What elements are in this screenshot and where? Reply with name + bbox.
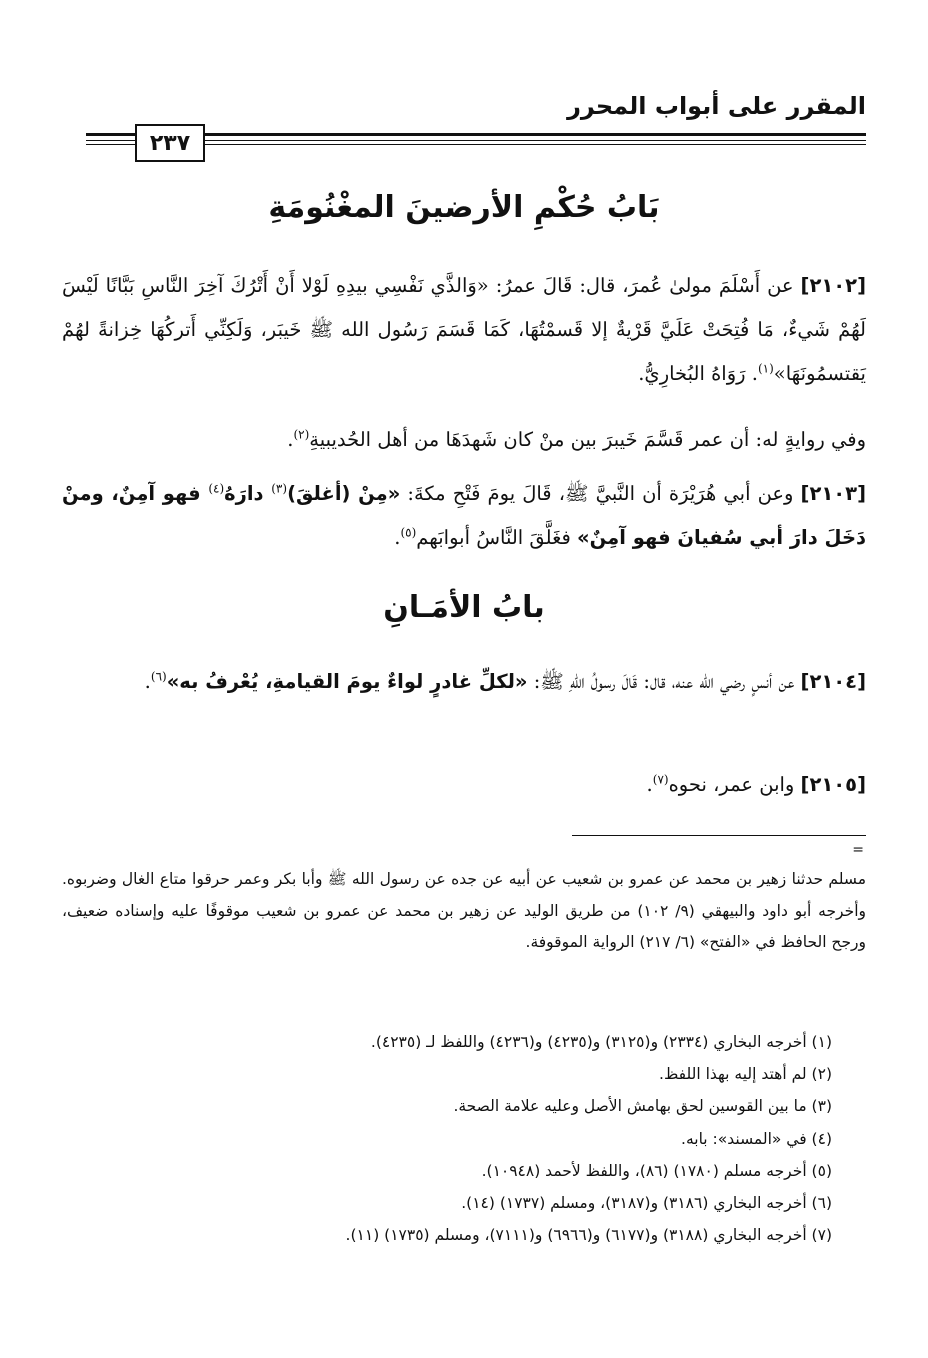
hadith-text: عن أَسْلَمَ مولىٰ عُمرَ، قال: قَالَ عمرُ: «وَالذَّي نَفْسِي بيدِهِ لَوْلا أَنْ أَتْرُكَ آخِرَ النَّاسِ بَبَّانًا لَيْسَ لَهُمْ شَيءٌ، مَا فُتِحَتْ عَلَيَّ قَرْيةٌ إلا قَسمْتُهَا، كَمَا قَسَمَ رَسُول الله ﷺ خَيبَر، وَلَكِنِّي أَتركُهَا خِزانةً لهُمْ يَقتسمُونَهَا» [62, 274, 866, 385]
footnote-ref: (٣) [271, 481, 288, 496]
footnote-7: (٧) أخرجه البخاري (٣١٨٨) و(٦١٧٧) و(٦٩٦٦) و(٧١١١)، ومسلم (١٧٣٥) (١١). [345, 1226, 832, 1245]
hadith-number: [٢١٠٥] [800, 773, 866, 796]
hadith-quote: «مِنْ (أغلقَ) [287, 482, 401, 505]
footnotes-list [62, 1026, 832, 1251]
footnote-ref: (٦) [150, 669, 167, 684]
footnote-3: (٣) ما بين القوسين لحق بهامش الأصل وعليه علامة الصحة. [453, 1097, 832, 1116]
hadith-ending: . رَوَاهُ البُخارِيُّ. [638, 362, 758, 385]
footnote-separator [572, 835, 866, 836]
footnote-continuation-mark: = [852, 842, 864, 858]
page-number: ٢٣٧ [135, 124, 205, 162]
hadith-text: وابن عمر، نحوه [668, 773, 801, 796]
hadith-text: فغَلَّقَ النَّاسُ أبوابَهم [416, 526, 578, 549]
footnote-ref: (٥) [400, 525, 417, 540]
footnote-continuation: مسلم حدثنا زهير بن محمد عن عمرو بن شعيب عن أبيه عن جده عن رسول الله ﷺ وأبا بكر وعمر حرقوا متاع الغال وضربوه. وأخرجه أبو داود والبيهقي (٩/ ١٠٢) من طريق الوليد عن زهير بن محمد عن عمرو بن شعيب موقوفًا عليه وإسناده ضعيف، ورجح الحافظ في «الفتح» (٦/ ٢١٧) الرواية الموقوفة. [62, 870, 866, 951]
chapter-title-safety: بابُ الأمَـانِ [383, 590, 545, 625]
hadith-number: [٢١٠٣] [800, 482, 866, 505]
hadith-quote: فهو آمِنٌ، ومنْ دَخَلَ دارَ أبي سُفيانَ فهو آمِنٌ» [62, 482, 866, 549]
hadith-2103 [62, 472, 866, 560]
hadith-quote: «لكلِّ غادرٍ لواءٌ يومَ القيامةِ، يُعْرفُ به» [166, 670, 528, 693]
footnote-ref: (٢) [293, 427, 310, 442]
riwaya-text: وفي روايةٍ له: أن عمر قَسَّمَ خَيبرَ بين منْ كان شَهدَهَا من أهل الحُديبيةِ [309, 428, 866, 451]
hadith-2104 [62, 660, 866, 704]
hadith-ending: . [646, 773, 653, 796]
running-header: المقرر على أبواب المحرر [567, 92, 866, 120]
hadith-number: [٢١٠٤] [800, 670, 866, 693]
hadith-text: وعن أبي هُرَيْرَة أن النَّبيَّ ﷺ، قَالَ يومَ فَتْحِ مكةَ: [400, 482, 801, 505]
hadith-number: [٢١٠٢] [800, 274, 866, 297]
hadith-ending: . [144, 670, 151, 693]
footnote-ref: (٤) [208, 481, 225, 496]
riwaya-ending: . [287, 428, 294, 451]
hadith-quote: دارَهُ [224, 482, 272, 505]
hadith-ending: . [394, 526, 401, 549]
footnote-6: (٦) أخرجه البخاري (٣١٨٦) و(٣١٨٧)، ومسلم (١٧٣٧) (١٤). [461, 1194, 832, 1213]
chapter-title-conquered-lands: بَابُ حُكْمِ الأرضينَ المغْنُومَةِ [268, 190, 660, 225]
hadith-2102 [62, 264, 866, 396]
footnote-2: (٢) لم أهتد إليه بهذا اللفظ. [659, 1065, 832, 1084]
hadith-2105 [62, 763, 866, 807]
footnote-5: (٥) أخرجه مسلم (١٧٨٠) (٨٦)، واللفظ لأحمد (١٠٩٤٨). [481, 1161, 832, 1180]
footnote-4: (٤) في «المسند»: بابه. [681, 1129, 832, 1148]
riwaya-paragraph [62, 418, 866, 462]
footnote-ref: (١) [757, 361, 774, 376]
footnote-ref: (٧) [652, 772, 669, 787]
hadith-text: عن أنسٍ رضي الله عنه، قال: قَالَ رسولُ اللهِ ﷺ: [527, 670, 801, 693]
footnote-1: (١) أخرجه البخاري (٢٣٣٤) و(٣١٢٥) و(٤٢٣٥) و(٤٢٣٦) واللفظ لـ (٤٢٣٥). [370, 1033, 832, 1051]
